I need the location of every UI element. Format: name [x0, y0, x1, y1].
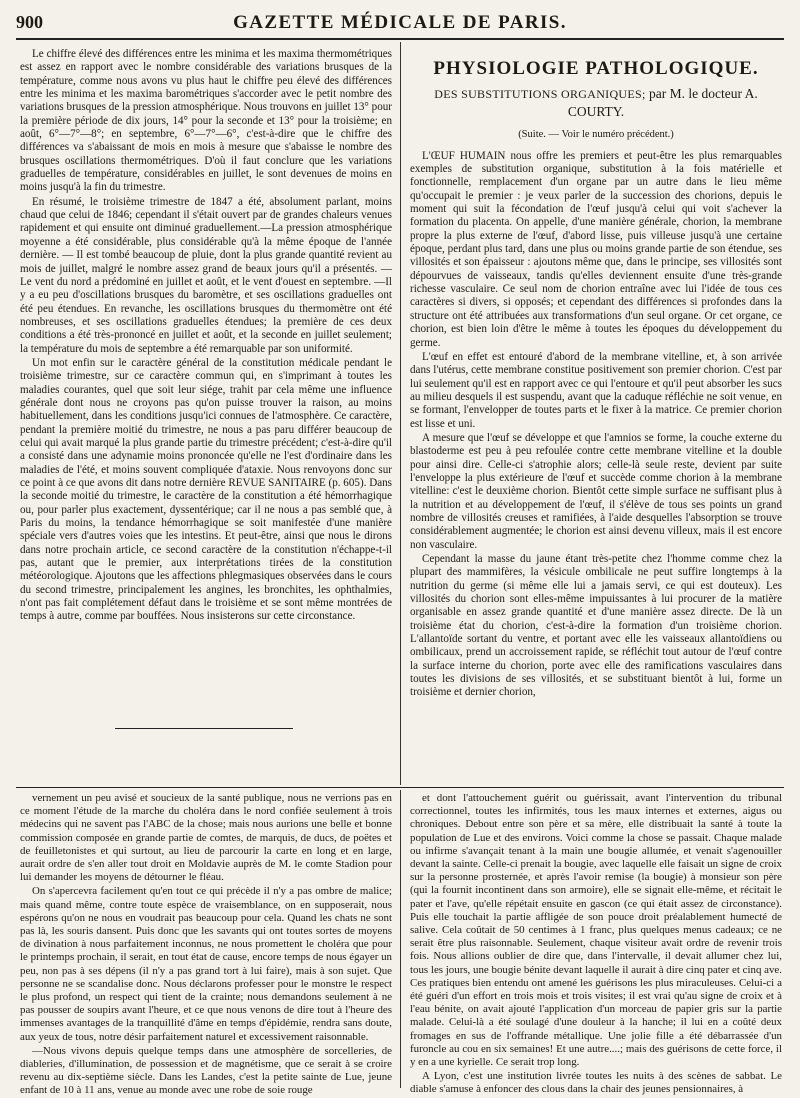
lower-right-column: [410, 792, 782, 1096]
lower-left-column: [20, 792, 392, 1097]
section-title: PHYSIOLOGIE PATHOLOGIQUE.: [433, 58, 759, 79]
page-number: 900: [16, 12, 43, 32]
column-divider-upper: [400, 42, 401, 785]
paragraph: Un mot enfin sur le caractère général de la constitution médicale pendant le troisième trimestre, sur ce caractère commun qui, en s'imprimant à toutes les maladies courantes, quel que soit leur siége, trahit par cela même une influence générale dont nous ne croyons pas qu'on puisse trouver la raison, au moins habituellement, dans les conditions jusqu'ici connues de l'atmosphère. Ce caractère, pendant la première moitié du trimestre, ne nous a pas paru différer beaucoup de celui qui avait marqué la plus grande partie du trimestre précédent; c'est-à-dire qu'il a consisté dans une adynamie moins prononcée qu'elle ne l'est d'ordinaire dans les maladies de l'été, et moins souvent compliquée d'ataxie. Nous renvoyons donc sur ce point à ce que avons dit dans notre dernière REVUE SANITAIRE (p. 605). Dans la seconde moitié du trimestre, le caractère de la constitution a été hémorrhagique ou, pour parler plus exactement, dyssentérique; car il ne nous a pas semblé que, à Paris du moins, la tendance hémorrhagique se soit manifestée d'une manière spéciale vers d'autres voies que les intestins. Et peut-être, ainsi que nous le dirons dans notre prochain article, ce second caractère de la constitution n'échappe-t-il pas, autant que le premier, aux interprétations tirées de la constitution météorologique. Ajoutons que les affections phlegmasiques observées dans le cours du second trimestre, principalement les angines, les bronchites, les ophthalmies, n'ont pas fait complétement défaut dans le troisième et se sont même montrées de temps à autre, comme par bouffées. Nous insisterons sur cette circonstance.: [20, 356, 392, 623]
page-header: [16, 12, 784, 40]
upper-left-column: [20, 48, 392, 708]
column-divider-lower: [400, 790, 401, 1088]
article-title: [410, 85, 782, 120]
paragraph: L'ŒUF HUMAIN nous offre les premiers et peut-être les plus remarquables exemples de substitution organique, substitution à la fois matérielle et fonctionnelle, remplacement d'un organe par un autre dans le lieu même qu'occupait le premier : je veux parler de la succession des chorions, depuis le moment qui suit la fécondation de l'œuf jusqu'à celui qui voit s'achever la formation du placenta. On appelle, d'une manière générale, chorion, la membrane propre la plus externe de l'œuf, d'abord lisse, puis villeuse jusqu'à une certaine époque, perdant plus tard, dans une plus ou moins grande partie de son étendue, ses villosités et son épaisseur : ajoutons même que, dans le principe, ses villosités sont dépourvues de vaisseaux, tandis qu'elles deviennent ensuite d'une très-grande richesse vasculaire. Ce seul nom de chorion entraîne avec lui l'idée de tous ces caractères si divers, si opposés; et cependant des différences si profondes dans la structure ont été attribuées aux transformations d'un seul organe. Or cet organe, ce chorion, est bien loin d'être le même à toutes les époques du développement du germe.: [410, 149, 782, 349]
paragraph: On s'apercevra facilement qu'en tout ce qui précède il n'y a pas ombre de malice; mais quand même, contre toute espèce de vraisemblance, on en supposerait, nous espérons qu'on ne nous en voudrait pas beaucoup pour cela. Quand les chats ne sont pas là, les souris dansent. Puis donc que les savants qui ont toutes sortes de moyens de divination à nous parfaitement inconnus, ne nous promettent le choléra que pour le printemps prochain, il serait, en tout état de cause, encore temps de nous égayer un peu, non pas à ses dépens (il n'y a pas grand tort à lui faire), mais à son sujet. Que personne ne se scandalise donc. Nous déclarons professer pour le monstre le respect le plus profond, un respect qui tient de la crainte; nous demandons seulement à ne pas pousser de soupirs avant l'heure, et ce que nous venons de dire tout à l'heure des immenses avantages de la tranquillité d'âme en temps d'épidémie, rendra sans doute, aux yeux de tous, notre désir parfaitement naturel et excessivement raisonnable.: [20, 885, 392, 1043]
paragraph: A mesure que l'œuf se développe et que l'amnios se forme, la couche externe du blastoderme est peu à peu refoulée contre cette membrane vitelline et la double pour ainsi dire. Celle-ci s'atrophie alors; celle-là seule reste, devient par suite l'enveloppe la plus extérieure de l'œuf et succède comme chorion à la membrane vitelline: c'est le deuxième chorion. Bientôt cette simple surface ne suffisant plus à la nutrition et au développement de l'œuf, il s'élève de tous ses points un grand nombre de villosités creuses et ramifiées, à l'aide desquelles l'absorption se trouve considérablement augmentée; le chorion est ainsi devenu villeux, mais il est encore non vasculaire.: [410, 431, 782, 551]
journal-title: GAZETTE MÉDICALE DE PARIS.: [233, 12, 567, 33]
paragraph: Le chiffre élevé des différences entre les minima et les maxima thermométriques est assez en rapport avec le nombre considérable des variations brusques de la température, comme nous avons vu plus haut le chiffre peu élevé des différences entre les minima et les maxima barométriques s'accorder avec le petit nombre des variations brusques de la pression atmosphérique. Nous trouvons en juillet 13° pour la première période de dix jours, 14° pour la seconde et 13° pour la troisième; en août, 6°—7°—8°; en septembre, 6°—7°—6°, c'est-à-dire que le chiffre des différences va s'abaissant de mois en mois à mesure que s'abaisse le nombre des brusques oscillations thermométriques. D'où il faut conclure que les variations graduelles de température, considérables en juillet, le sont devenues de moins en moins jusqu'à la fin du trimestre.: [20, 48, 392, 194]
paragraph: Cependant la masse du jaune étant très-petite chez l'homme comme chez la plupart des mammifères, la vésicule ombilicale ne peut suffire longtemps à la nutrition du germe (si même elle lui a jamais servi, ce qui est douteux). Les villosités du chorion sont elles-même impuissantes à lui procurer de la matière organisable en assez grande quantité et d'une manière assez directe. De là un troisième état du chorion, c'est-à-dire la formation d'un troisième chorion. L'allantoïde sortant du ventre, et portant avec elle les vaisseaux allantoïdiens ou ombilicaux, prend un accroissement rapide, se réfléchit tout autour de l'œuf contre la surface interne du chorion, porte avec elle des ramifications vasculaires dans toutes les divisions de ses villosités, et se substituant bientôt à lui, forme un troisième et dernier chorion,: [410, 553, 782, 699]
header-rule: [16, 38, 784, 40]
paragraph: et dont l'attouchement guérit ou guérissait, avant l'intervention du tribunal correctionnel, toutes les infirmités, tous les maux internes et externes, aigus ou chroniques. Debout entre son père et sa mère, elle distribuait la santé à toute la population de Lue et des environs. Voici comme la chose se passait. Chaque malade ou infirme s'avançait tenant à la main une bougie allumée, et venait s'agenouiller devant la sainte. Celle-ci prenait la bougie, avec laquelle elle faisait un signe de croix sur la personne prosternée, et après l'avoir remise (la bougie) à monsieur son père (qui la fournit incontinent dans son armoire), elle se signait elle-même, et récitait le pater et l'ave, qu'elle répétait ensuite en gascon (ce qui était assez de circonstance). Puis elle touchait la partie affligée de son pouce droit préalablement humecté de salive. Cela coûtait de 50 centimes à 1 franc, plus quelques menus cadeaux; ce ne serait être plus raisonnable. Seulement, chaque visiteur avait ordre de revenir trois fois. Nous allions oublier de dire que, dans l'intervalle, il devait allumer chez lui, tous les jours, une bougie bénite devant laquelle il aurait à dire cinq pater et cinq ave. Ces pratiques bien entendu ont amené les guérisons les plus miraculeuses. Celui-ci a été guéri d'un effort en trois mois et trois visites; il est vrai qu'au signe de croix et à l'eau bénite, on avait ajouté l'application d'un morceau de papier gris sur la partie malade. Celui-là a été soulagé d'une douleur à la hanche; il lui en a coûté deux fromages en sus de l'offrande métallique. Une jolie fille a été débarrassée d'un furoncle au cou en six semaines! Et une autre....; mais des guérisons de cette force, il y en a une kyrielle. Ce serait trop long.: [410, 792, 782, 1069]
continuation-note: (Suite. — Voir le numéro précédent.): [518, 129, 674, 141]
article-title-author: par M. le docteur A. COURTY.: [567, 86, 758, 120]
article-title-prefix: DES SUBSTITUTIONS ORGANIQUES;: [434, 87, 646, 102]
upper-right-column: [410, 48, 782, 783]
paragraph: L'œuf en effet est entouré d'abord de la membrane vitelline, et, à son arrivée dans l'utérus, cette membrane constitue positivement son premier chorion. C'est par lui seulement qu'il est en rapport avec ce qui l'entoure et qu'il peut absorber les sucs au milieu desquels il est suspendu, avant que la caduque réfléchie ne soit venue, en se formant, l'envelopper de toutes parts et le fixer à la matrice. Ce premier chorion est lisse et uni.: [410, 350, 782, 430]
paragraph: En résumé, le troisième trimestre de 1847 a été, absolument parlant, moins chaud que celui de 1846; cependant il s'était ouvert par de grandes chaleurs venues rapidement et qui ensuite ont diminué graduellement.—La pression atmosphérique moyenne a été considérable, plus considérable qu'à la même époque de l'année dernière. — Il est tombé beaucoup de pluie, dont la plus grande quantité revient au mois de juillet, malgré le nombre assez grand de beaux jours qu'il a présentés. — Le vent du nord a prédominé en juillet et août, et le vent d'ouest en septembre. —Il y a eu peu d'oscillations brusques du baromètre, et ses oscillations graduelles ont été peu étendues. En revanche, les oscillations brusques du thermomètre ont été nombreuses, et ses oscillations graduelles étendues; la première de ces deux conditions a été très-prononcé en juillet et août, et la seconde en juillet seulement; la température du mois de septembre a été remarquable par son uniformité.: [20, 195, 392, 355]
paragraph: —Nous vivons depuis quelque temps dans une atmosphère de sorcelleries, de diableries, d'illumination, de possession et de magnétisme, que ce serait à se croire revenu au dix-septième siècle. Dans les Landes, c'est la petite sainte de Lue, jeune enfant de 10 à 11 ans, venue au monde avec une robe de soie rouge: [20, 1044, 392, 1097]
paragraph: vernement un peu avisé et soucieux de la santé publique, nous ne verrions pas en ce moment l'étude de la marche du choléra dans le nord confiée seulement à trois médecins qui ne savent pas l'ABC de la chose; mais nous aurions une belle et bonne commission composée en grande partie de comtes, de marquis, de ducs, de poëtes et de feuilletonistes et qui surtout, au lieu de parcourir la carte en long et en large, aurait ordre de s'en aller tout droit en Moldavie auprès de M. le comte Stadion pour lui demander les moyens de détourner le fléau.: [20, 792, 392, 884]
article-end-rule: [115, 728, 293, 729]
section-divider: [16, 787, 784, 788]
paragraph: A Lyon, c'est une institution livrée toutes les nuits à des scènes de sabbat. Le diable s'amuse à enfoncer des clous dans la chair des jeunes pensionnaires, à: [410, 1070, 782, 1096]
